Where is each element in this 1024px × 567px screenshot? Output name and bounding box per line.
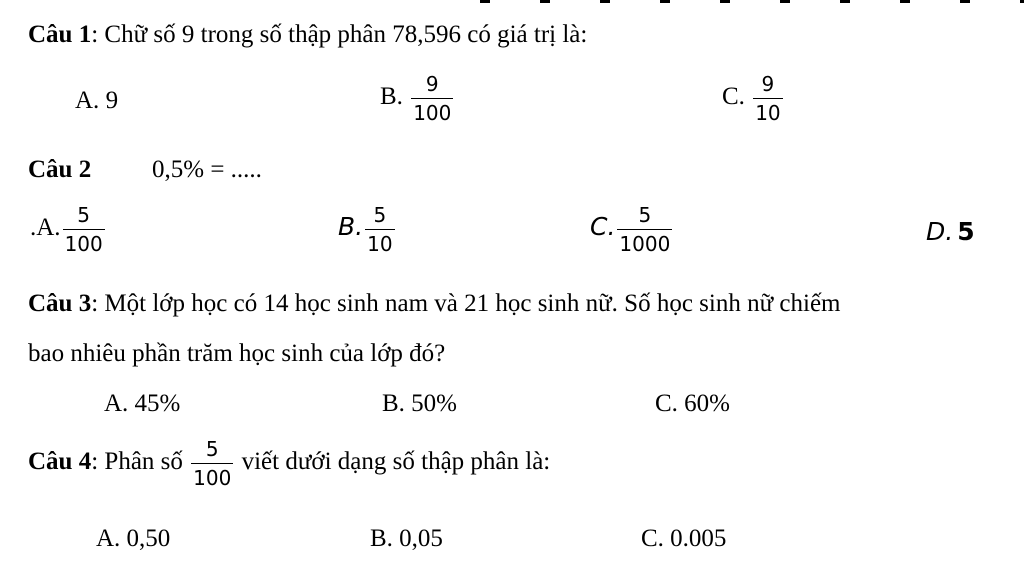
fraction-denominator: 1000 (617, 229, 672, 255)
question-1-text: : Chữ số 9 trong số thập phân 78,596 có giá trị là: (91, 21, 588, 48)
fraction-denominator: 100 (191, 463, 233, 489)
q3-option-c: C. 60% (655, 390, 730, 417)
fraction-numerator: 5 (77, 203, 91, 227)
question-4-label: Câu 4 (28, 448, 92, 476)
q2-option-a (30, 204, 107, 255)
fraction-numerator: 9 (425, 72, 439, 96)
top-edge-decoration (480, 0, 1024, 3)
question-1-label: Câu 1 (28, 21, 92, 48)
q4-option-a: A. 0,50 (96, 525, 171, 552)
q1-option-a (75, 86, 118, 116)
question-3 (28, 289, 841, 319)
q1-option-b-letter: B. (380, 83, 410, 111)
q1-option-c-letter: C. (722, 83, 752, 111)
q1-option-c (722, 73, 785, 124)
question-4-text-before: : Phân số (91, 448, 183, 476)
question-2-label-line (28, 155, 91, 185)
q2-option-a-letter: .A. (30, 214, 61, 242)
q1-option-a-letter: A. (75, 87, 106, 114)
fraction-numerator: 5 (205, 437, 219, 461)
q2-option-a-fraction (63, 204, 105, 255)
fraction-denominator: 100 (411, 98, 453, 124)
q2-option-c (590, 204, 674, 255)
q1-option-a-value: 9 (105, 87, 119, 114)
question-3-text-line1: : Một lớp học có 14 học sinh nam và 21 học sinh nữ. Số học sinh nữ chiếm (91, 290, 841, 317)
q2-option-c-fraction (617, 204, 672, 255)
q1-option-b (380, 73, 455, 124)
fraction-numerator: 9 (761, 72, 775, 96)
question-1 (28, 20, 587, 50)
q1-option-c-fraction (753, 73, 782, 124)
q4-option-c: C. 0.005 (641, 525, 727, 552)
q3-option-b: B. 50% (382, 390, 457, 417)
q4-option-b: B. 0,05 (370, 525, 443, 552)
fraction-denominator: 100 (63, 229, 105, 255)
question-2-label: Câu 2 (28, 156, 92, 183)
q2-option-b (338, 204, 397, 255)
question-3-label: Câu 3 (28, 290, 92, 317)
q2-option-c-letter: C. (590, 212, 616, 242)
q2-option-d (926, 217, 975, 248)
fraction-numerator: 5 (638, 203, 652, 227)
fraction-denominator: 10 (753, 98, 782, 124)
question-3-text-line2: bao nhiêu phần trăm học sinh của lớp đó? (28, 340, 446, 367)
q2-option-d-value: 5 (957, 217, 975, 246)
q2-option-b-letter: B. (338, 212, 364, 242)
question-4 (28, 438, 550, 489)
q2-option-b-fraction (365, 204, 394, 255)
q2-option-d-letter: D. (926, 217, 954, 246)
q1-option-b-fraction (411, 73, 453, 124)
question-4-fraction (191, 438, 233, 489)
question-4-text-after: viết dưới dạng số thập phân là: (241, 448, 551, 476)
question-2-text: 0,5% = ..... (152, 156, 262, 183)
fraction-denominator: 10 (365, 229, 394, 255)
fraction-numerator: 5 (373, 203, 387, 227)
q3-option-a: A. 45% (104, 390, 181, 417)
